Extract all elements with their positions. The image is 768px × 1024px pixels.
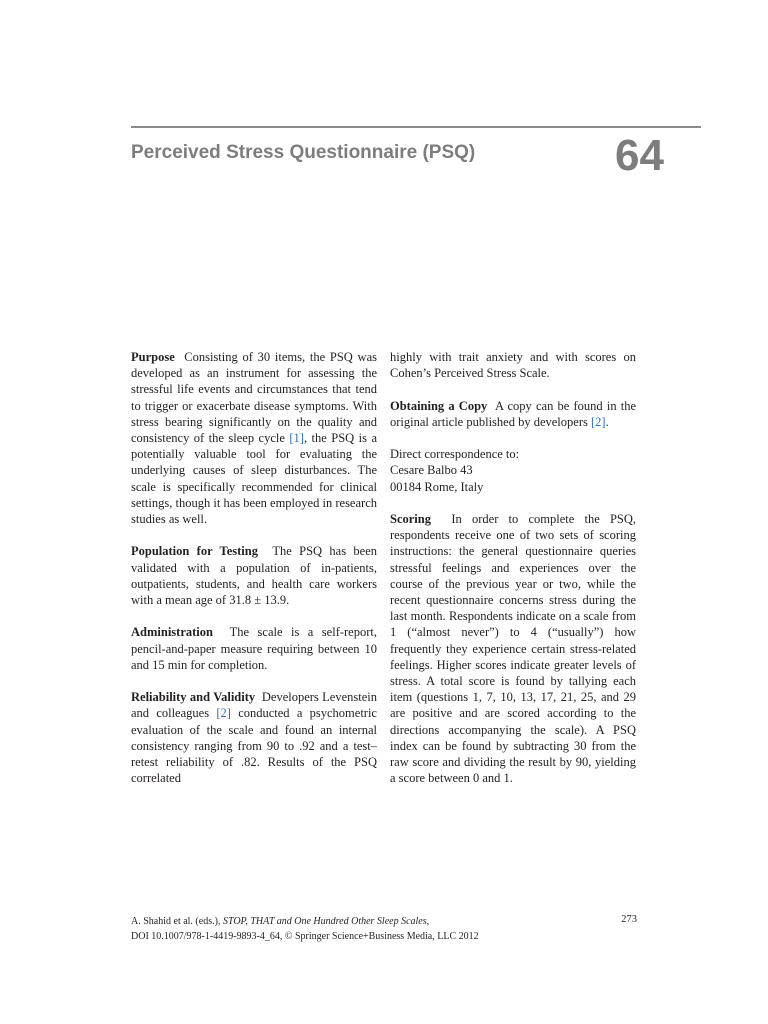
citation-link[interactable]: [2] — [216, 706, 231, 721]
purpose-paragraph — [131, 349, 377, 527]
purpose-heading: Purpose — [131, 350, 175, 364]
citation-link[interactable]: [2] — [590, 414, 606, 429]
population-heading: Population for Testing — [131, 544, 258, 559]
obtaining-text-2: . — [605, 414, 609, 429]
address-city: 00184 Rome, Italy — [390, 479, 484, 494]
scoring-heading: Scoring — [390, 511, 431, 526]
purpose-text-1: Consisting of 30 items, the PSQ was developed as an instrument for assessing the stressful life events and circumstances that tend to trigger or exacerbate disease symptoms. With stress bearing significantly on the quality and consistency of the sleep cycle — [131, 350, 377, 446]
left-column — [131, 349, 377, 786]
reliability-text-2: conducted a psychometric evaluation of the scale and found an internal consistency ranging from 90 to .92 and a test–retest reliability of .82. Results of the PSQ correlated — [131, 706, 377, 786]
page-number: 273 — [621, 914, 637, 925]
obtaining-paragraph — [390, 398, 636, 430]
population-paragraph — [131, 543, 377, 608]
reliability-text-1: Developers Levenstein and colleagues — [131, 690, 378, 721]
scoring-text: In order to complete the PSQ, respondents receive one of two sets of scoring instructions: the general questionnaire queries stressful feelings and experiences over the course of the previous year or two, while the recent questionnaire concerns stress during the last month. Respondents indicate on a scale from 1 (“almost never”) to 4 (“usually”) how frequently they experience certain stress-related feelings. Higher scores indicate greater levels of stress. A total score is found by tallying each item (questions 1, 7, 10, 13, 17, 21, 25, and 29 are positive and are scored according to the directions accompanying the scale). A PSQ index can be found by subtracting 30 from the raw score and dividing the result by 90, yielding a score between 0 and 1. — [390, 511, 636, 786]
population-text: The PSQ has been validated with a population of in-patients, outpatients, students, and health care workers with a mean age of 31.8 ± 13.9. — [131, 544, 377, 608]
administration-paragraph — [131, 624, 377, 673]
footer-editors: A. Shahid et al. (eds.), — [131, 916, 223, 927]
address-street: Cesare Balbo 43 — [390, 463, 473, 478]
header-rule — [131, 126, 701, 128]
obtaining-heading: Obtaining a Copy — [390, 398, 488, 413]
right-column — [390, 349, 636, 786]
reliability-paragraph — [131, 689, 377, 786]
footer-book-title: STOP, THAT and One Hundred Other Sleep Scales, — [222, 916, 430, 927]
footer-line-1 — [131, 914, 637, 929]
continuation-paragraph — [390, 349, 636, 381]
chapter-title: Perceived Stress Questionnaire (PSQ) — [131, 142, 476, 163]
scoring-paragraph — [390, 511, 636, 786]
reliability-heading: Reliability and Validity — [131, 690, 256, 705]
correspondence-intro: Direct correspondence to: — [390, 447, 520, 462]
continuation-text: highly with trait anxiety and with scores on Cohen’s Perceived Stress Scale. — [390, 350, 636, 381]
administration-heading: Administration — [131, 625, 213, 640]
citation-link[interactable]: [1] — [289, 431, 304, 446]
purpose-text-2: , the PSQ is a potentially valuable tool for evaluating the underlying causes of sleep disturbances. The scale is specifically recommended for clinical settings, though it has been employed in research studies as well. — [131, 431, 377, 527]
correspondence-paragraph — [390, 446, 636, 495]
obtaining-text-1: A copy can be found in the original article published by developers — [390, 398, 637, 429]
footer-doi: DOI 10.1007/978-1-4419-9893-4_64, © Springer Science+Business Media, LLC 2012 — [131, 931, 479, 942]
footer-citation — [131, 914, 637, 944]
administration-text: The scale is a self-report, pencil-and-paper measure requiring between 10 and 15 min for completion. — [131, 625, 377, 672]
chapter-number: 64 — [615, 131, 664, 180]
